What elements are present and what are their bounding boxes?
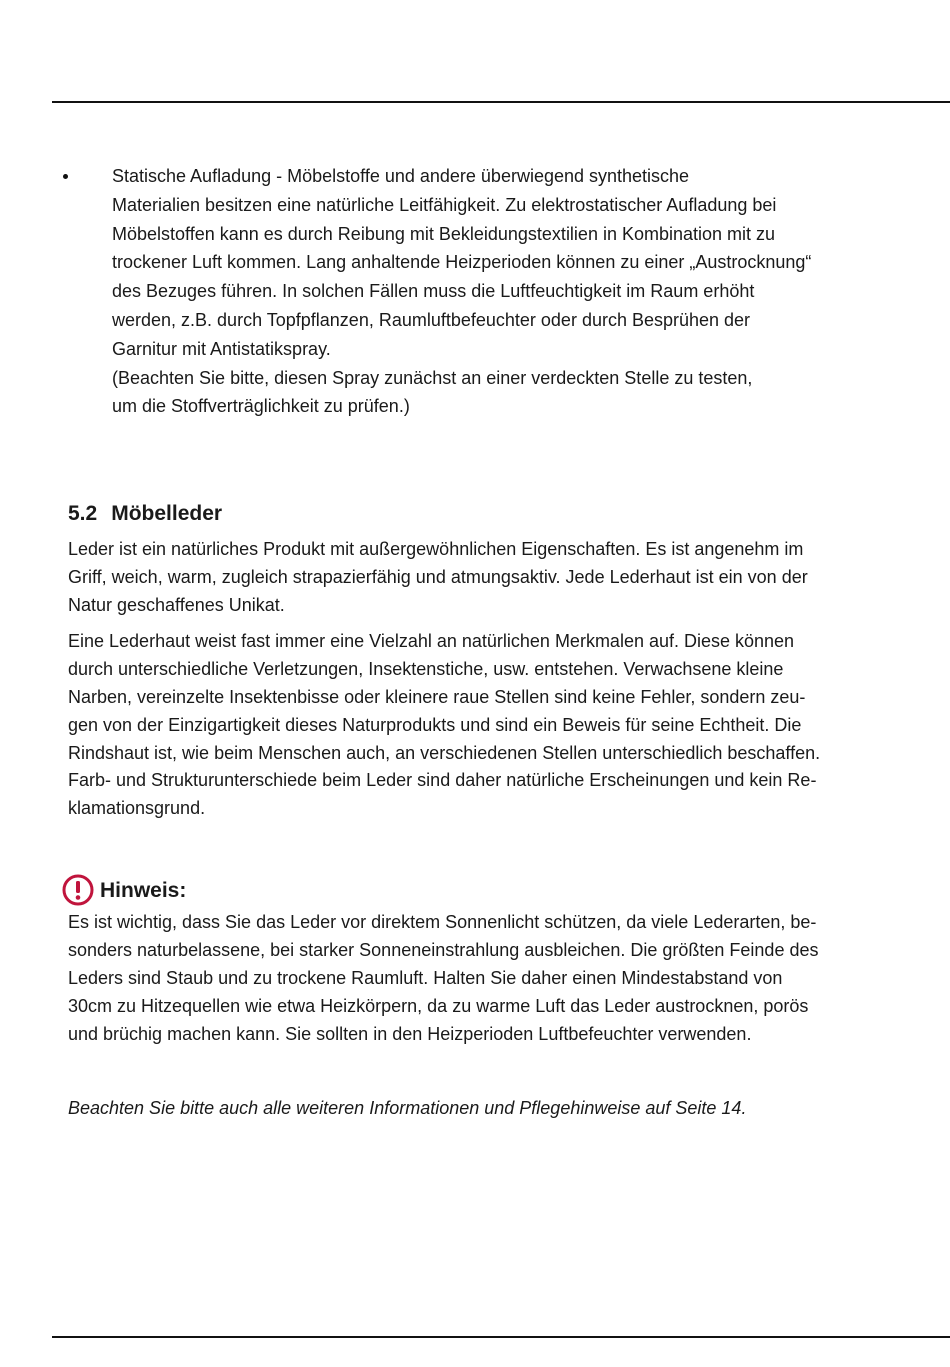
section-title: Möbelleder xyxy=(111,502,223,525)
text-line: Leder ist ein natürliches Produkt mit außergewöhnlichen Eigenschaften. Es ist angenehm im xyxy=(68,539,804,559)
note-body xyxy=(68,908,928,1048)
text-line: Statische Aufladung - Möbelstoffe und andere überwiegend synthetische xyxy=(112,166,690,186)
static-charge-bullet xyxy=(60,162,920,421)
text-line: Natur geschaffenes Unikat. xyxy=(68,594,285,615)
text-line: Leders sind Staub und zu trockene Raumluft. Halten Sie daher einen Mindestabstand von xyxy=(68,968,783,988)
text-line: Farb- und Strukturunterschiede beim Leder sind daher natürliche Erscheinungen und kein Re- xyxy=(68,770,817,791)
text-line: sonders naturbelassene, bei starker Sonneneinstrahlung ausbleichen. Die größten Feinde des xyxy=(68,940,819,960)
exclamation-circle-icon xyxy=(62,874,94,906)
text-line: Eine Lederhaut weist fast immer eine Vielzahl an natürlichen Merkmalen auf. Diese können xyxy=(68,631,795,652)
text-line: Rindshaut ist, wie beim Menschen auch, an verschiedenen Stellen unterschiedlich beschaffen. xyxy=(68,742,821,763)
text-line: des Bezuges führen. In solchen Fällen muss die Luftfeuchtigkeit im Raum erhöht xyxy=(112,281,755,302)
static-charge-text xyxy=(112,162,920,421)
top-divider xyxy=(52,101,950,103)
note-title: Hinweis: xyxy=(100,879,187,902)
note-header xyxy=(62,866,186,906)
text-line: und brüchig machen kann. Sie sollten in den Heizperioden Luftbefeuchter verwenden. xyxy=(68,1024,752,1044)
text-line: klamationsgrund. xyxy=(68,798,206,819)
paragraph-intro xyxy=(68,536,928,619)
text-line: Materialien besitzen eine natürliche Leitfähigkeit. Zu elektrostatischer Aufladung bei xyxy=(112,194,777,215)
paragraph-characteristics xyxy=(68,628,928,823)
text-line: Narben, vereinzelte Insektenbisse oder kleinere raue Stellen sind keine Fehler, sondern zeu- xyxy=(68,686,806,707)
text-line: werden, z.B. durch Topfpflanzen, Raumluftbefeuchter oder durch Besprühen der xyxy=(112,309,751,330)
section-moebelleder xyxy=(68,498,928,832)
text-line: Garnitur mit Antistatikspray. xyxy=(112,338,331,359)
bottom-divider xyxy=(52,1336,950,1338)
section-heading xyxy=(68,498,928,530)
text-line: Es ist wichtig, dass Sie das Leder vor direktem Sonnenlicht schützen, da viele Lederarten, be- xyxy=(68,912,817,932)
see-also-note: Beachten Sie bitte auch alle weiteren Informationen und Pflegehinweise auf Seite 14. xyxy=(68,1098,747,1118)
text-line: 30cm zu Hitzequellen wie etwa Heizkörpern, da zu warme Luft das Leder austrocknen, porös xyxy=(68,996,809,1016)
text-line: Möbelstoffen kann es durch Reibung mit Bekleidungstextilien in Kombination mit zu xyxy=(112,223,776,244)
text-line: (Beachten Sie bitte, diesen Spray zunächst an einer verdeckten Stelle zu testen, xyxy=(112,367,753,388)
section-number: 5.2 xyxy=(68,502,98,525)
text-line: gen von der Einzigartigkeit dieses Naturprodukts und sind ein Beweis für seine Echtheit. Die xyxy=(68,714,802,735)
text-line: Griff, weich, warm, zugleich strapazierfähig und atmungsaktiv. Jede Lederhaut ist ein von der xyxy=(68,566,808,587)
bullet-marker xyxy=(63,174,68,179)
text-line: um die Stoffverträglichkeit zu prüfen.) xyxy=(112,396,410,417)
text-line: durch unterschiedliche Verletzungen, Insektenstiche, usw. entstehen. Verwachsene kleine xyxy=(68,659,784,680)
text-line: trockener Luft kommen. Lang anhaltende Heizperioden können zu einer „Austrocknung“ xyxy=(112,252,812,273)
